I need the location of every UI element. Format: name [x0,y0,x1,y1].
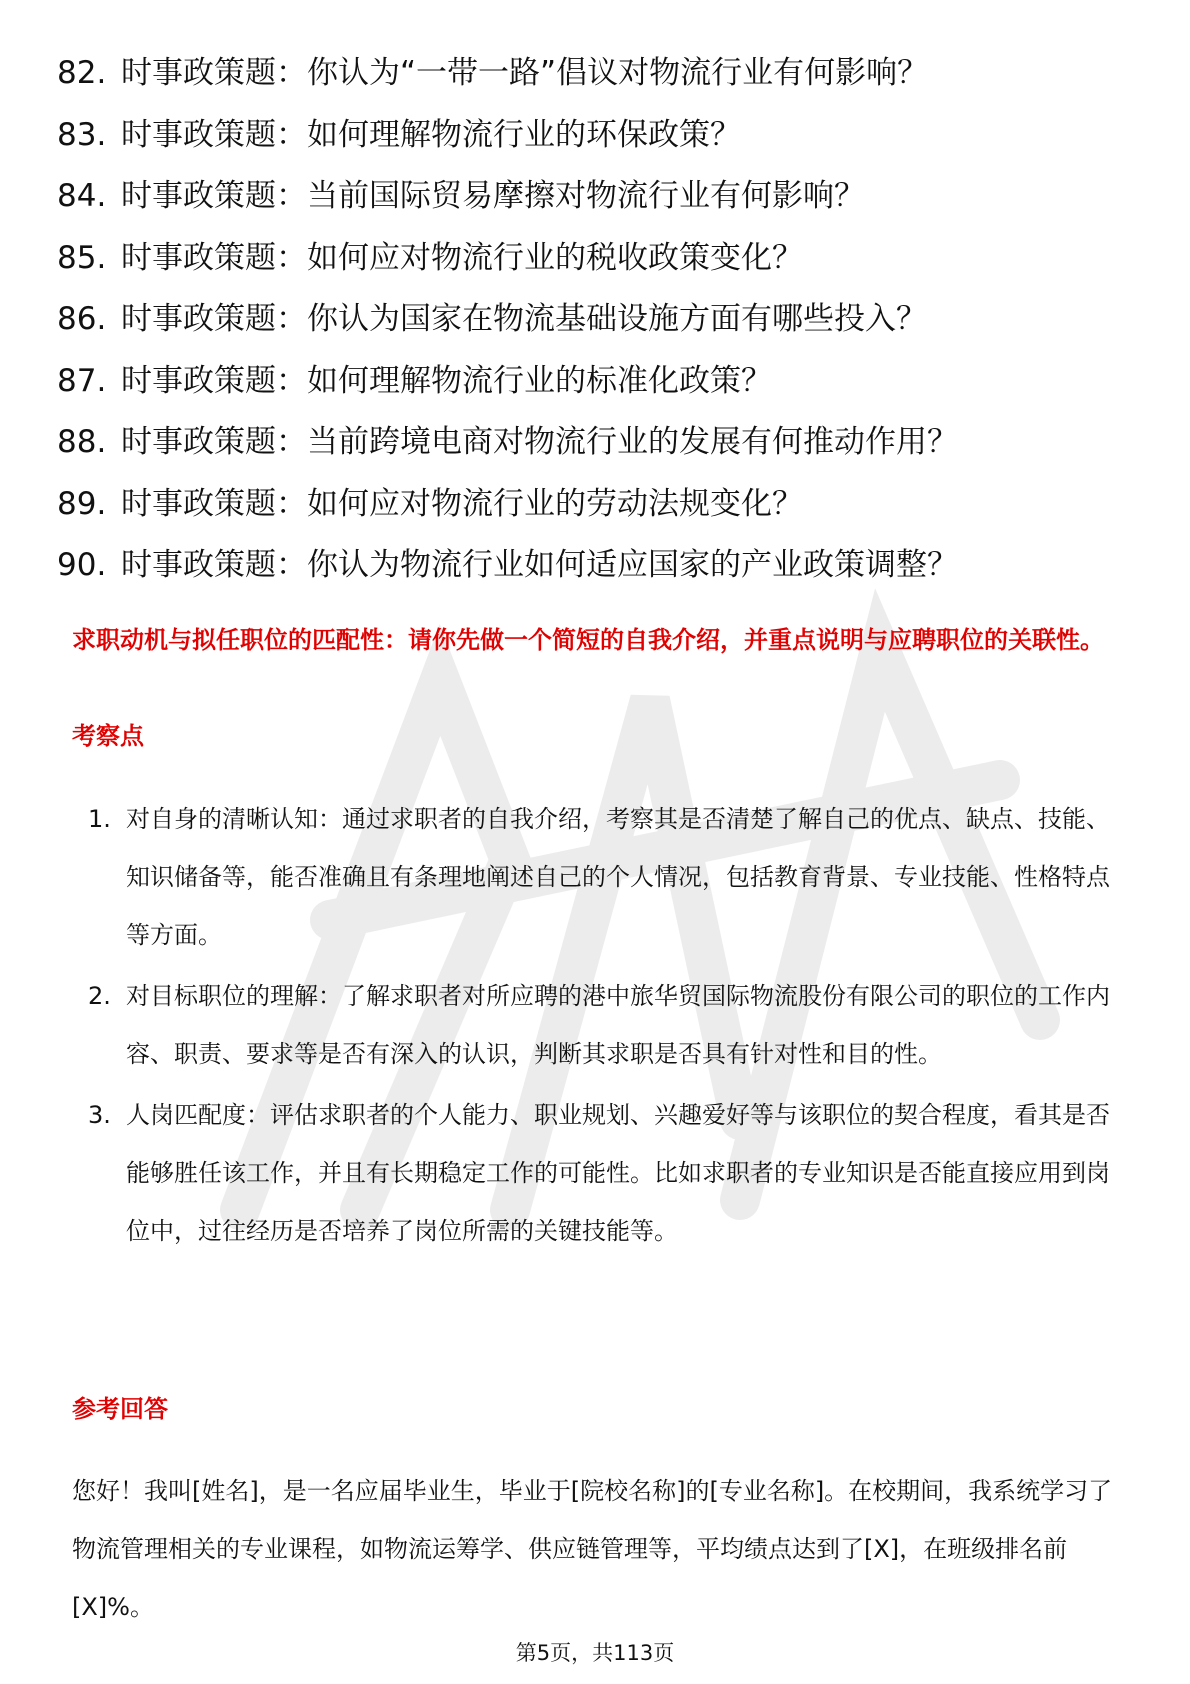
question-number: 89. [57,485,107,522]
reference-answer-text: 您好！我叫[姓名]，是一名应届毕业生，毕业于[院校名称]的[专业名称]。在校期间，我系统学习了物流管理相关的专业课程，如物流运筹学、供应链管理等，平均绩点达到了[X]，在班级排名前[X]%。 [72,1477,1113,1621]
question-item [57,479,1147,541]
assessment-point [80,967,1120,1083]
question-number: 86. [57,301,107,337]
question-number: 87. [57,362,107,399]
question-text: 时事政策题：如何理解物流行业的标准化政策？ [121,362,772,399]
question-text: 时事政策题：当前国际贸易摩擦对物流行业有何影响？ [121,178,865,214]
assessment-points-heading: 考察点 [72,722,144,750]
question-text: 时事政策题：你认为国家在物流基础设施方面有哪些投入？ [121,301,927,337]
question-text: 时事政策题：如何应对物流行业的劳动法规变化？ [121,485,803,522]
question-item [57,417,1147,479]
question-item [57,110,1147,172]
section-heading: 求职动机与拟任职位的匹配性：请你先做一个简短的自我介绍，并重点说明与应聘职位的关联性。 [72,626,1104,654]
question-text: 时事政策题：你认为“一带一路”倡议对物流行业有何影响？ [121,55,929,91]
question-number: 90. [57,547,107,583]
point-text: 对目标职位的理解：了解求职者对所应聘的港中旅华贸国际物流股份有限公司的职位的工作内容、职责、要求等是否有深入的认识，判断其求职是否具有针对性和目的性。 [126,982,1110,1068]
point-number: 3. [88,1101,111,1129]
question-text: 时事政策题：当前跨境电商对物流行业的发展有何推动作用？ [121,424,958,460]
point-text: 对自身的清晰认知：通过求职者的自我介绍，考察其是否清楚了解自己的优点、缺点、技能、知识储备等，能否准确且有条理地阐述自己的个人情况，包括教育背景、专业技能、性格特点等方面。 [126,805,1110,949]
question-item [57,294,1147,356]
page-footer: 第5页，共113页 [515,1641,675,1665]
question-number: 84. [57,178,107,214]
question-item [57,356,1147,418]
question-item [57,48,1147,110]
point-number: 1. [88,805,111,833]
question-item [57,540,1147,602]
question-number: 88. [57,424,107,460]
assessment-points-list [80,790,1120,1263]
question-number: 82. [57,55,107,91]
assessment-point [80,1086,1120,1260]
question-number: 85. [57,239,107,276]
question-text: 时事政策题：如何理解物流行业的环保政策？ [121,116,741,153]
question-number: 83. [57,116,107,153]
question-item [57,171,1147,233]
assessment-point [80,790,1120,964]
point-text: 人岗匹配度：评估求职者的个人能力、职业规划、兴趣爱好等与该职位的契合程度，看其是否能够胜任该工作，并且有长期稳定工作的可能性。比如求职者的专业知识是否能直接应用到岗位中，过往经历是否培养了岗位所需的关键技能等。 [126,1101,1110,1245]
question-text: 时事政策题：如何应对物流行业的税收政策变化？ [121,239,803,276]
reference-answer-heading: 参考回答 [72,1395,168,1423]
point-number: 2. [88,982,111,1010]
question-item [57,233,1147,295]
question-text: 时事政策题：你认为物流行业如何适应国家的产业政策调整？ [121,547,958,583]
question-list [57,48,1147,602]
